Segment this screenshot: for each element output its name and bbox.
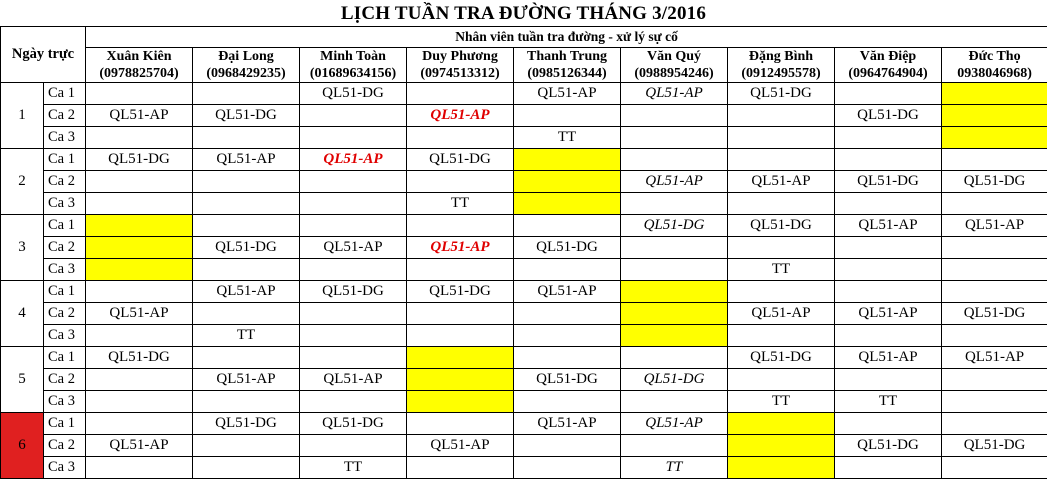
staff-phone: (0912495578) bbox=[741, 66, 821, 81]
schedule-cell bbox=[728, 127, 835, 149]
schedule-cell bbox=[728, 83, 835, 105]
schedule-cell bbox=[86, 347, 193, 369]
schedule-cell bbox=[835, 215, 942, 237]
schedule-cell bbox=[835, 83, 942, 105]
route-code: QL51-DG bbox=[108, 349, 170, 365]
schedule-cell bbox=[835, 149, 942, 171]
schedule-cell bbox=[728, 171, 835, 193]
schedule-cell bbox=[514, 457, 621, 479]
schedule-cell bbox=[193, 171, 300, 193]
schedule-cell bbox=[621, 215, 728, 237]
schedule-cell bbox=[86, 237, 193, 259]
staff-name: Minh Toàn bbox=[320, 49, 386, 64]
shift-label: Ca 2 bbox=[44, 171, 86, 193]
staff-header-row bbox=[1, 48, 1047, 83]
shift-label: Ca 3 bbox=[44, 259, 86, 281]
schedule-cell bbox=[621, 193, 728, 215]
schedule-cell bbox=[193, 457, 300, 479]
staff-phone: (0974513312) bbox=[420, 66, 500, 81]
shift-row bbox=[1, 193, 1047, 215]
schedule-cell bbox=[942, 215, 1047, 237]
schedule-cell bbox=[300, 435, 407, 457]
schedule-cell bbox=[193, 259, 300, 281]
route-code: QL51-AP bbox=[858, 305, 918, 321]
schedule-cell bbox=[835, 347, 942, 369]
route-code: QL51-DG bbox=[322, 283, 384, 299]
day-cell-1: 1 bbox=[1, 83, 44, 149]
schedule-cell bbox=[514, 215, 621, 237]
schedule-cell bbox=[300, 457, 407, 479]
route-code: QL51-DG bbox=[857, 107, 919, 123]
shift-row bbox=[1, 127, 1047, 149]
schedule-cell bbox=[621, 149, 728, 171]
schedule-cell bbox=[835, 171, 942, 193]
route-code: QL51-AP bbox=[109, 305, 169, 321]
route-code: TT bbox=[771, 261, 791, 277]
route-code: QL51-AP bbox=[858, 349, 918, 365]
shift-row bbox=[1, 259, 1047, 281]
schedule-cell bbox=[86, 105, 193, 127]
schedule-cell bbox=[407, 369, 514, 391]
schedule-cell bbox=[942, 105, 1047, 127]
staff-header-5 bbox=[514, 48, 621, 83]
schedule-cell bbox=[193, 149, 300, 171]
route-code: QL51-DG bbox=[215, 107, 277, 123]
schedule-cell bbox=[407, 171, 514, 193]
schedule-cell bbox=[407, 435, 514, 457]
schedule-cell bbox=[514, 259, 621, 281]
route-code: QL51-AP bbox=[323, 151, 383, 167]
schedule-cell bbox=[942, 391, 1047, 413]
staff-phone: (0964764904) bbox=[848, 66, 928, 81]
schedule-cell bbox=[86, 149, 193, 171]
schedule-cell bbox=[621, 281, 728, 303]
schedule-cell bbox=[835, 457, 942, 479]
schedule-cell bbox=[835, 105, 942, 127]
page-title: LỊCH TUẦN TRA ĐƯỜNG THÁNG 3/2016 bbox=[340, 3, 707, 24]
schedule-cell bbox=[728, 105, 835, 127]
schedule-cell bbox=[407, 83, 514, 105]
route-code: QL51-DG bbox=[322, 415, 384, 431]
schedule-cell bbox=[728, 413, 835, 435]
schedule-cell bbox=[514, 171, 621, 193]
route-code: QL51-AP bbox=[858, 217, 918, 233]
route-code: QL51-DG bbox=[643, 217, 705, 233]
schedule-cell bbox=[193, 127, 300, 149]
schedule-cell bbox=[621, 325, 728, 347]
route-code: QL51-DG bbox=[963, 305, 1026, 321]
schedule-cell bbox=[621, 237, 728, 259]
route-code: QL51-DG bbox=[857, 437, 919, 453]
staff-header-7 bbox=[728, 48, 835, 83]
staff-header-6 bbox=[621, 48, 728, 83]
shift-label: Ca 2 bbox=[44, 303, 86, 325]
schedule-cell bbox=[514, 325, 621, 347]
shift-label: Ca 1 bbox=[44, 413, 86, 435]
day-cell-2: 2 bbox=[1, 149, 44, 215]
route-code: QL51-DG bbox=[108, 151, 170, 167]
schedule-cell bbox=[835, 391, 942, 413]
staff-header-2 bbox=[193, 48, 300, 83]
route-code: QL51-DG bbox=[536, 371, 598, 387]
schedule-cell bbox=[407, 413, 514, 435]
route-code: QL51-DG bbox=[750, 217, 812, 233]
schedule-cell bbox=[193, 237, 300, 259]
shift-row bbox=[1, 325, 1047, 347]
shift-row bbox=[1, 457, 1047, 479]
shift-label: Ca 1 bbox=[44, 149, 86, 171]
schedule-cell bbox=[300, 347, 407, 369]
schedule-cell bbox=[300, 391, 407, 413]
route-code: QL51-DG bbox=[215, 415, 277, 431]
staff-phone: (0978825704) bbox=[99, 66, 179, 81]
route-code: QL51-DG bbox=[429, 283, 491, 299]
schedule-cell bbox=[86, 83, 193, 105]
shift-label: Ca 3 bbox=[44, 457, 86, 479]
route-code: QL51-DG bbox=[963, 437, 1026, 453]
staff-header-1 bbox=[86, 48, 193, 83]
schedule-cell bbox=[193, 435, 300, 457]
shift-row bbox=[1, 347, 1047, 369]
schedule-cell bbox=[728, 325, 835, 347]
schedule-cell bbox=[86, 215, 193, 237]
route-code: QL51-AP bbox=[323, 371, 383, 387]
staff-header-4 bbox=[407, 48, 514, 83]
route-code: QL51-AP bbox=[645, 85, 703, 101]
staff-group-header: Nhân viên tuần tra đường - xử lý sự cố bbox=[86, 27, 1047, 48]
schedule-cell bbox=[193, 369, 300, 391]
route-code: QL51-DG bbox=[750, 85, 812, 101]
schedule-cell bbox=[621, 457, 728, 479]
schedule-cell bbox=[942, 237, 1047, 259]
schedule-cell bbox=[86, 325, 193, 347]
schedule-cell bbox=[86, 435, 193, 457]
schedule-cell bbox=[86, 303, 193, 325]
shift-label: Ca 2 bbox=[44, 369, 86, 391]
schedule-cell bbox=[86, 369, 193, 391]
schedule-cell bbox=[942, 457, 1047, 479]
staff-phone: (0988954246) bbox=[634, 66, 714, 81]
schedule-cell bbox=[300, 171, 407, 193]
schedule-cell bbox=[621, 435, 728, 457]
schedule-cell bbox=[514, 303, 621, 325]
schedule-cell bbox=[407, 325, 514, 347]
schedule-cell bbox=[621, 369, 728, 391]
staff-name: Đại Long bbox=[218, 49, 274, 64]
schedule-cell bbox=[407, 391, 514, 413]
shift-row bbox=[1, 215, 1047, 237]
schedule-cell bbox=[407, 347, 514, 369]
shift-label: Ca 3 bbox=[44, 193, 86, 215]
shift-row bbox=[1, 149, 1047, 171]
shift-label: Ca 2 bbox=[44, 237, 86, 259]
day-cell-6: 6 bbox=[1, 413, 44, 479]
schedule-cell bbox=[621, 83, 728, 105]
schedule-cell bbox=[728, 303, 835, 325]
schedule-cell bbox=[193, 83, 300, 105]
schedule-cell bbox=[86, 127, 193, 149]
schedule-cell bbox=[728, 237, 835, 259]
shift-label: Ca 2 bbox=[44, 435, 86, 457]
staff-phone: (0968429235) bbox=[206, 66, 286, 81]
staff-phone: (0985126344) bbox=[527, 66, 607, 81]
schedule-cell bbox=[193, 347, 300, 369]
schedule-cell bbox=[407, 149, 514, 171]
schedule-cell bbox=[728, 369, 835, 391]
schedule-cell bbox=[621, 127, 728, 149]
schedule-cell bbox=[728, 259, 835, 281]
schedule-cell bbox=[514, 391, 621, 413]
shift-label: Ca 3 bbox=[44, 391, 86, 413]
shift-row bbox=[1, 435, 1047, 457]
day-cell-4: 4 bbox=[1, 281, 44, 347]
schedule-cell bbox=[300, 83, 407, 105]
schedule-cell bbox=[728, 149, 835, 171]
schedule-cell bbox=[514, 193, 621, 215]
patrol-schedule-table bbox=[0, 26, 1047, 479]
schedule-cell bbox=[193, 303, 300, 325]
route-code: QL51-AP bbox=[751, 305, 811, 321]
schedule-cell bbox=[514, 347, 621, 369]
schedule-cell bbox=[728, 193, 835, 215]
route-code: QL51-DG bbox=[963, 173, 1026, 189]
schedule-cell bbox=[728, 215, 835, 237]
route-code: TT bbox=[771, 393, 791, 409]
schedule-cell bbox=[942, 413, 1047, 435]
schedule-cell bbox=[193, 105, 300, 127]
schedule-cell bbox=[514, 83, 621, 105]
schedule-cell bbox=[835, 127, 942, 149]
schedule-cell bbox=[86, 171, 193, 193]
schedule-cell bbox=[514, 149, 621, 171]
schedule-cell bbox=[835, 413, 942, 435]
header-group-row bbox=[1, 27, 1047, 48]
route-code: QL51-DG bbox=[215, 239, 277, 255]
route-code: QL51-AP bbox=[430, 239, 490, 255]
schedule-cell bbox=[86, 259, 193, 281]
schedule-cell bbox=[300, 237, 407, 259]
route-code: QL51-AP bbox=[430, 437, 490, 453]
route-code: QL51-AP bbox=[109, 107, 169, 123]
shift-label: Ca 1 bbox=[44, 281, 86, 303]
schedule-cell bbox=[407, 237, 514, 259]
schedule-cell bbox=[621, 347, 728, 369]
schedule-cell bbox=[835, 369, 942, 391]
route-code: QL51-AP bbox=[216, 283, 276, 299]
route-code: QL51-AP bbox=[216, 151, 276, 167]
schedule-cell bbox=[300, 325, 407, 347]
route-code: QL51-DG bbox=[429, 151, 491, 167]
shift-row bbox=[1, 171, 1047, 193]
schedule-cell bbox=[407, 457, 514, 479]
schedule-cell bbox=[407, 193, 514, 215]
shift-row bbox=[1, 413, 1047, 435]
schedule-cell bbox=[942, 281, 1047, 303]
route-code: TT bbox=[878, 393, 898, 409]
schedule-cell bbox=[728, 457, 835, 479]
schedule-cell bbox=[942, 303, 1047, 325]
staff-name: Văn Quý bbox=[646, 49, 702, 64]
route-code: QL51-AP bbox=[323, 239, 383, 255]
schedule-cell bbox=[942, 347, 1047, 369]
shift-label: Ca 3 bbox=[44, 325, 86, 347]
schedule-cell bbox=[300, 259, 407, 281]
route-code: QL51-AP bbox=[964, 349, 1025, 365]
schedule-cell bbox=[942, 325, 1047, 347]
route-code: QL51-DG bbox=[643, 371, 705, 387]
route-code: QL51-AP bbox=[964, 217, 1025, 233]
schedule-cell bbox=[514, 435, 621, 457]
schedule-cell bbox=[86, 391, 193, 413]
schedule-cell bbox=[942, 369, 1047, 391]
shift-row bbox=[1, 281, 1047, 303]
schedule-cell bbox=[86, 457, 193, 479]
route-code: QL51-AP bbox=[537, 85, 597, 101]
schedule-cell bbox=[835, 435, 942, 457]
staff-header-8 bbox=[835, 48, 942, 83]
schedule-cell bbox=[942, 259, 1047, 281]
schedule-cell bbox=[621, 391, 728, 413]
staff-header-9 bbox=[942, 48, 1047, 83]
schedule-cell bbox=[835, 259, 942, 281]
schedule-cell bbox=[835, 325, 942, 347]
schedule-cell bbox=[300, 149, 407, 171]
shift-row bbox=[1, 303, 1047, 325]
schedule-cell bbox=[300, 281, 407, 303]
staff-phone: 0938046968) bbox=[957, 66, 1032, 81]
schedule-cell bbox=[621, 413, 728, 435]
schedule-cell bbox=[728, 347, 835, 369]
schedule-cell bbox=[942, 149, 1047, 171]
route-code: QL51-AP bbox=[537, 283, 597, 299]
staff-name: Đặng Bình bbox=[748, 49, 814, 64]
schedule-cell bbox=[514, 105, 621, 127]
schedule-cell bbox=[86, 413, 193, 435]
day-cell-3: 3 bbox=[1, 215, 44, 281]
shift-label: Ca 1 bbox=[44, 215, 86, 237]
route-code: QL51-DG bbox=[322, 85, 384, 101]
shift-row bbox=[1, 237, 1047, 259]
shift-row bbox=[1, 105, 1047, 127]
schedule-cell bbox=[514, 281, 621, 303]
schedule-cell bbox=[835, 281, 942, 303]
staff-phone: (01689634156) bbox=[309, 66, 397, 81]
schedule-cell bbox=[514, 237, 621, 259]
schedule-cell bbox=[942, 171, 1047, 193]
schedule-cell bbox=[942, 435, 1047, 457]
schedule-cell bbox=[514, 127, 621, 149]
route-code: TT bbox=[665, 459, 683, 475]
staff-name: Duy Phương bbox=[422, 49, 498, 64]
shift-row bbox=[1, 369, 1047, 391]
staff-name: Đức Thọ bbox=[968, 49, 1021, 64]
schedule-cell bbox=[407, 105, 514, 127]
day-cell-5: 5 bbox=[1, 347, 44, 413]
staff-header-3 bbox=[300, 48, 407, 83]
shift-row bbox=[1, 391, 1047, 413]
schedule-cell bbox=[300, 413, 407, 435]
schedule-cell bbox=[407, 215, 514, 237]
route-code: QL51-DG bbox=[750, 349, 812, 365]
staff-name: Xuân Kiên bbox=[106, 49, 172, 64]
staff-name: Văn Điệp bbox=[859, 49, 917, 64]
schedule-cell bbox=[193, 391, 300, 413]
schedule-cell bbox=[621, 259, 728, 281]
schedule-cell bbox=[193, 413, 300, 435]
schedule-cell bbox=[407, 127, 514, 149]
schedule-cell bbox=[300, 369, 407, 391]
schedule-cell bbox=[193, 281, 300, 303]
schedule-cell bbox=[728, 391, 835, 413]
schedule-cell bbox=[300, 127, 407, 149]
shift-label: Ca 2 bbox=[44, 105, 86, 127]
schedule-cell bbox=[300, 105, 407, 127]
schedule-cell bbox=[300, 303, 407, 325]
route-code: QL51-AP bbox=[537, 415, 597, 431]
schedule-cell bbox=[942, 83, 1047, 105]
schedule-cell bbox=[514, 413, 621, 435]
route-code: QL51-AP bbox=[430, 107, 490, 123]
route-code: QL51-AP bbox=[645, 415, 703, 431]
shift-row bbox=[1, 83, 1047, 105]
schedule-cell bbox=[942, 127, 1047, 149]
route-code: QL51-AP bbox=[109, 437, 169, 453]
schedule-cell bbox=[621, 105, 728, 127]
shift-label: Ca 3 bbox=[44, 127, 86, 149]
schedule-cell bbox=[942, 193, 1047, 215]
schedule-cell bbox=[728, 435, 835, 457]
schedule-cell bbox=[835, 193, 942, 215]
schedule-cell bbox=[300, 215, 407, 237]
schedule-cell bbox=[86, 193, 193, 215]
schedule-cell bbox=[514, 369, 621, 391]
shift-label: Ca 1 bbox=[44, 83, 86, 105]
schedule-cell bbox=[300, 193, 407, 215]
schedule-cell bbox=[835, 237, 942, 259]
schedule-cell bbox=[86, 281, 193, 303]
route-code: TT bbox=[557, 129, 577, 145]
shift-label: Ca 1 bbox=[44, 347, 86, 369]
route-code: QL51-AP bbox=[751, 173, 811, 189]
schedule-cell bbox=[193, 325, 300, 347]
route-code: TT bbox=[236, 327, 256, 343]
schedule-cell bbox=[728, 281, 835, 303]
route-code: QL51-AP bbox=[645, 173, 703, 189]
schedule-cell bbox=[193, 193, 300, 215]
route-code: QL51-DG bbox=[536, 239, 598, 255]
route-code: TT bbox=[343, 459, 363, 475]
schedule-cell bbox=[407, 259, 514, 281]
schedule-cell bbox=[407, 281, 514, 303]
schedule-cell bbox=[835, 303, 942, 325]
schedule-cell bbox=[193, 215, 300, 237]
corner-header: Ngày trực bbox=[1, 27, 86, 83]
route-code: QL51-AP bbox=[216, 371, 276, 387]
schedule-cell bbox=[407, 303, 514, 325]
route-code: TT bbox=[450, 195, 470, 211]
staff-name: Thanh Trung bbox=[526, 49, 608, 64]
schedule-cell bbox=[621, 171, 728, 193]
route-code: QL51-DG bbox=[857, 173, 919, 189]
schedule-cell bbox=[621, 303, 728, 325]
